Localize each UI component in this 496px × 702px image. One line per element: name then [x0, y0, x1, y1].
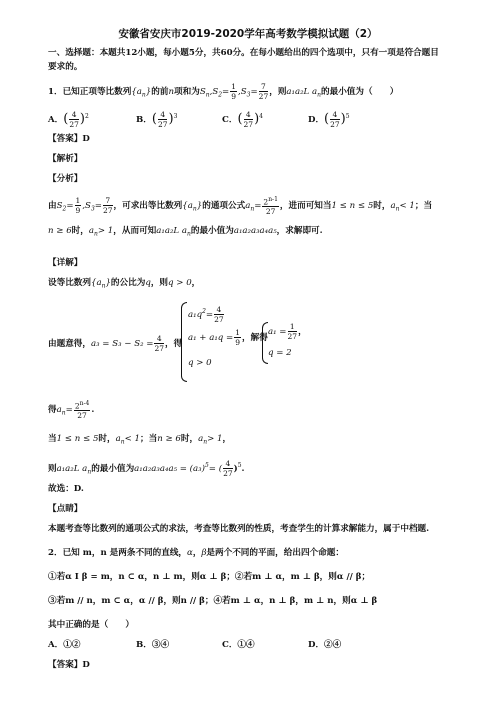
system-intro: 由题意得，a₃ = S₃ − S₂ = $\frac{4}{27}$ ，得	[48, 334, 183, 353]
general-term-line: 得$a_n=$ $\frac{2^{n-4}}{27}$ .	[48, 399, 95, 421]
propositions-3-4: ③若m // n，m ⊂ α，α // β，则n // β；④若m ⊥ α，n ⊥ β，m ⊥ n，则α ⊥ β	[48, 596, 378, 606]
question-2-stem: 2．已知 m，n 是两条不同的直线，α，β是两个不同的平面，给出四个命题：	[48, 548, 344, 558]
system-brace	[181, 302, 187, 382]
comment-heading: 【点睛】	[48, 504, 83, 514]
answer-1: 【答案】D	[48, 134, 90, 144]
q2-option-d: D．②④	[308, 640, 342, 650]
minimum-line: 则a₁a₂L $a_n$的最小值为$a_1a_2a_3a_4a_5 = (a_3)^5=$ ( $\frac{4}{27}$ )$^5$.	[48, 458, 245, 478]
comment-text: 本题考查等比数列的通项公式的求法，考查等比数列的性质，考查学生的计算求解能力，属于中档题.	[48, 524, 430, 534]
conclusion: 故选：D.	[48, 484, 84, 494]
system-row-3: q > 0	[188, 358, 212, 368]
option-c: C．( $\frac{4}{27}$ )$^4$	[222, 109, 263, 129]
q2-option-c: C．①④	[222, 640, 255, 650]
when-line: 当1 ≤ n ≤ 5时，$a_n< 1$；当n ≥ 6时，$a_n> 1$，	[48, 434, 232, 446]
system-row-1: $a_1q^2=$ $\frac{4}{27}$	[188, 304, 224, 324]
answer-2: 【答案】D	[48, 660, 90, 670]
analysis-line-2: n ≥ 6时，$a_n> 1$，从而可知a₁a₂L $a_n$的最小值为a₁a₂a₃a₄a₅，求解即可.	[48, 226, 323, 238]
option-b: B．( $\frac{4}{27}$ )$^3$	[136, 109, 178, 129]
page-title: 安徽省安庆市2019-2020学年高考数学模拟试题（2）	[118, 28, 378, 40]
solution-row-2: q = 2	[268, 348, 292, 358]
analysis-heading: 【解析】	[48, 154, 83, 164]
system-row-2: a₁ + a₁q = $\frac{1}{9}$ ，解得	[188, 328, 268, 347]
fenxi-heading: 【分析】	[48, 174, 83, 184]
q2-option-b: B．③④	[136, 640, 170, 650]
section-heading-cont: 要求的。	[48, 62, 83, 72]
analysis-line-1: 由$S_2=$ $\frac{1}{9}$ $,S_3=$ $\frac{7}{27}$ ，可求出等比数列$\{a_n\}$的通项公式$a_n=$ $\frac{2^{n-1}}{27}$ ，进而可知当1 ≤ n ≤ 5时，$a_n< 1$；当	[48, 195, 433, 217]
question-1-stem: 1．已知正项等比数列$\{a_n\}$的前n项和为$S_n,S_2=$ $\frac{1}{9}$ $,S_3=$ $\frac{7}{27}$ ，则a₁a₂L $a_n$的最小值为（ ）	[48, 82, 399, 101]
question-2-ask: 其中正确的是（ ）	[48, 620, 134, 630]
section-heading: 一、选择题：本题共12小题，每小题5分，共60分。在每小题给出的四个选项中，只有一项是符合题目	[48, 48, 439, 58]
option-a: A．( $\frac{4}{27}$ )$^2$	[48, 109, 89, 129]
solution-row-1: a₁ = $\frac{1}{27}$ ，	[268, 322, 307, 341]
option-d: D．( $\frac{4}{27}$ )$^5$	[308, 109, 350, 129]
detail-heading: 【详解】	[48, 258, 83, 268]
propositions-1-2: ①若α I β = m，n ⊂ α，n ⊥ m，则α ⊥ β；②若m ⊥ α，m ⊥ β，则α // β；	[48, 572, 371, 582]
q2-option-a: A．①②	[48, 640, 81, 650]
detail-line-1: 设等比数列$\{a_n\}$的公比为q，则q > 0，	[48, 278, 201, 290]
